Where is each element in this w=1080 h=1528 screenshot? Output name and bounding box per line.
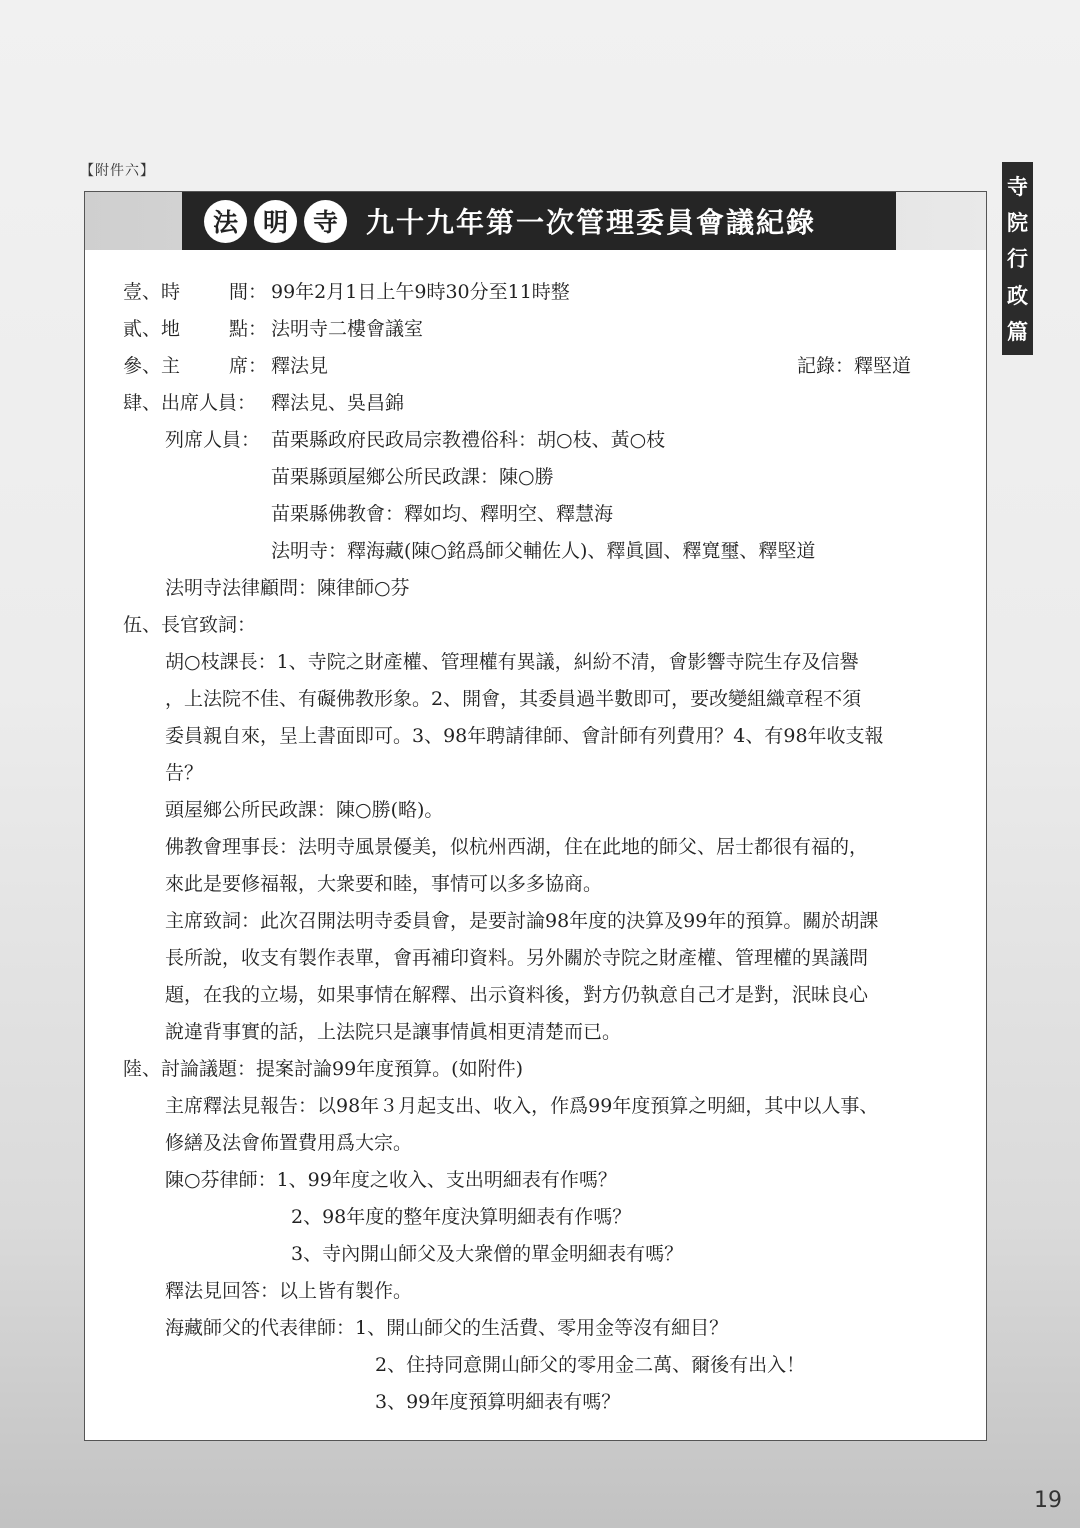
speech-line: 佛教會理事長：法明寺風景優美，似杭州西湖，住在此地的師父、居士都很有福的， [165, 836, 869, 858]
section-side-tab [1002, 162, 1033, 355]
time-label: 壹、時 [123, 281, 181, 303]
side-tab-char: 政 [1007, 283, 1028, 308]
speech-line: 主席致詞：此次召開法明寺委員會，是要討論98年度的決算及99年的預算。關於胡課 [165, 910, 879, 932]
speech-line: 胡○枝課長：1、寺院之財產權、管理權有異議，糾紛不清，會影響寺院生存及信譽 [165, 651, 859, 673]
title-circle-char: 法 [204, 200, 247, 243]
side-tab-char: 院 [1007, 211, 1028, 236]
attend-label: 肆、出席人員： [123, 392, 257, 414]
discussion-line: 修繕及法會佈置費用爲大宗。 [165, 1132, 413, 1154]
title-circle-char: 寺 [304, 200, 347, 243]
place-value: 法明寺二樓會議室 [271, 318, 424, 340]
speech-line: 委員親自來，呈上書面即可。3、98年聘請律師、會計師有列費用？4、有98年收支報 [165, 725, 884, 747]
speech-line: ，上法院不佳、有礙佛教形象。2、開會，其委員過半數即可，要改變組織章程不須 [165, 688, 862, 710]
time-label-suffix: 間： [229, 281, 268, 303]
legal-advisor: 法明寺法律顧問：陳律師○芬 [165, 577, 410, 599]
place-label: 貳、地 [123, 318, 181, 340]
discussion-line: 3、99年度預算明細表有嗎？ [375, 1391, 621, 1413]
discussion-line: 釋法見回答：以上皆有製作。 [165, 1280, 413, 1302]
observers-label: 列席人員： [165, 429, 261, 451]
observer-line: 苗栗縣佛教會：釋如均、釋明空、釋慧海 [271, 503, 614, 525]
chair-label-suffix: 席： [229, 355, 268, 377]
speech-line: 來此是要修福報，大衆要和睦，事情可以多多協商。 [165, 873, 603, 895]
side-tab-char: 寺 [1007, 175, 1028, 200]
speech-line: 說違背事實的話，上法院只是讓事情眞相更清楚而已。 [165, 1021, 622, 1043]
discussion-line: 2、98年度的整年度決算明細表有作嗎？ [291, 1206, 632, 1228]
observer-line: 法明寺：釋海藏(陳○銘爲師父輔佐人)、釋眞圓、釋寬璽、釋堅道 [271, 540, 816, 562]
discussion-line: 2、住持同意開山師父的零用金二萬、爾後有出入！ [375, 1354, 806, 1376]
recorder: 記錄：釋堅道 [797, 355, 912, 377]
observer-line: 苗栗縣頭屋鄉公所民政課：陳○勝 [271, 466, 554, 488]
page-number: 19 [1034, 1488, 1062, 1513]
place-label-suffix: 點： [229, 318, 268, 340]
title-circle-char: 明 [254, 200, 297, 243]
observer-line: 苗栗縣政府民政局宗教禮俗科：胡○枝、黃○枝 [271, 429, 666, 451]
title-block [182, 192, 896, 250]
speech-line: 題，在我的立場，如果事情在解釋、出示資料後，對方仍執意自己才是對，泯昧良心 [165, 984, 869, 1006]
side-tab-char: 篇 [1007, 319, 1028, 344]
temple-name-circles [204, 200, 354, 243]
discussion-heading: 陸、討論議題：提案討論99年度預算。(如附件) [123, 1058, 524, 1080]
attend-value: 釋法見、吳昌錦 [271, 392, 405, 414]
page-title: 九十九年第一次管理委員會議紀錄 [366, 206, 817, 239]
discussion-line: 陳○芬律師：1、99年度之收入、支出明細表有作嗎？ [165, 1169, 617, 1191]
attachment-label: 【附件六】 [80, 163, 155, 179]
speech-line: 長所說，收支有製作表單，會再補印資料。另外關於寺院之財產權、管理權的異議問 [165, 947, 869, 969]
chair-value: 釋法見 [271, 355, 329, 377]
side-tab-char: 行 [1007, 247, 1028, 272]
chair-label: 參、主 [123, 355, 181, 377]
time-value: 99年2月1日上午9時30分至11時整 [271, 281, 570, 303]
speech-line: 告？ [165, 762, 204, 784]
speeches-heading: 伍、長官致詞： [123, 614, 257, 636]
discussion-line: 海藏師父的代表律師：1、開山師父的生活費、零用金等沒有細目？ [165, 1317, 729, 1339]
discussion-line: 主席釋法見報告：以98年３月起支出、收入，作爲99年度預算之明細，其中以人事、 [165, 1095, 879, 1117]
discussion-line: 3、寺內開山師父及大衆僧的單金明細表有嗎？ [291, 1243, 684, 1265]
speech-line: 頭屋鄉公所民政課：陳○勝(略)。 [165, 799, 444, 821]
